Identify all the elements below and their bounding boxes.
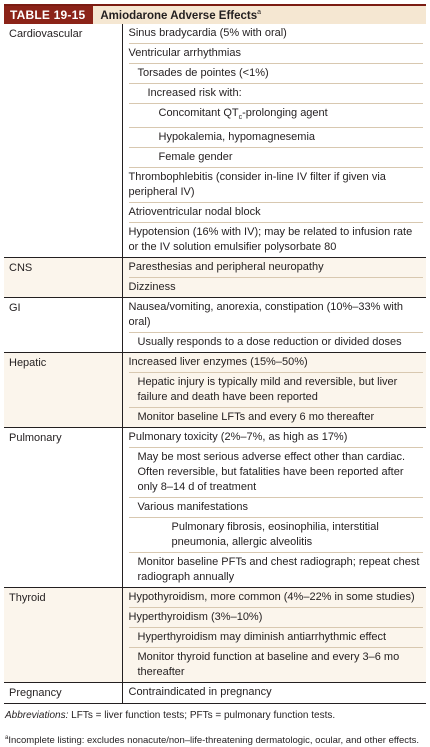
effect-item: Ventricular arrhythmias bbox=[129, 44, 424, 64]
effect-item: Torsades de pointes (<1%) bbox=[129, 64, 424, 84]
footnote-text: Incomplete listing: excludes nonacute/non–life-threatening dermatologic, ocular, and other effects. bbox=[8, 735, 420, 747]
effect-item: Increased liver enzymes (15%–50%) bbox=[129, 353, 424, 373]
effect-item: Pulmonary fibrosis, eosinophilia, interstitial pneumonia, allergic alveolitis bbox=[129, 518, 424, 553]
effects-cell bbox=[122, 258, 426, 298]
effect-item: Atrioventricular nodal block bbox=[129, 203, 424, 223]
effect-item: May be most serious adverse effect other than cardiac. Often reversible, but fatalities have been reported after only 8–14 d of treatment bbox=[129, 448, 424, 498]
category-cell: GI bbox=[4, 298, 122, 353]
effect-item: Thrombophlebitis (consider in-line IV filter if given via peripheral IV) bbox=[129, 168, 424, 203]
effects-cell bbox=[122, 683, 426, 704]
effect-item: Monitor baseline LFTs and every 6 mo thereafter bbox=[137, 411, 375, 424]
effect-item: Hyperthyroidism (3%–10%) bbox=[129, 608, 424, 628]
effect-item: Nausea/vomiting, anorexia, constipation (10%–33% with oral) bbox=[129, 298, 424, 333]
effect-item: Paresthesias and peripheral neuropathy bbox=[129, 258, 424, 278]
effects-cell bbox=[122, 353, 426, 428]
category-cell: Cardiovascular bbox=[4, 24, 122, 258]
effect-item: Monitor thyroid function at baseline and every 3–6 mo thereafter bbox=[137, 651, 400, 679]
table-row bbox=[4, 588, 426, 683]
effects-cell bbox=[122, 428, 426, 588]
abbreviations-label: Abbreviations: bbox=[5, 710, 69, 722]
effect-item: Hyperthyroidism may diminish antiarrhythmic effect bbox=[129, 628, 424, 648]
table-row bbox=[4, 353, 426, 428]
table-number: TABLE 19-15 bbox=[4, 6, 93, 24]
effect-item: Female gender bbox=[129, 148, 424, 168]
table-title-bar bbox=[4, 4, 426, 24]
effect-item: Pulmonary toxicity (2%–7%, as high as 17%) bbox=[129, 428, 424, 448]
effect-item: Hypotension (16% with IV); may be related to infusion rate or the IV solution emulsifier polysorbate 80 bbox=[128, 226, 413, 254]
category-cell: Pulmonary bbox=[4, 428, 122, 588]
effect-item: Various manifestations bbox=[129, 498, 424, 518]
table-row bbox=[4, 298, 426, 353]
effects-cell bbox=[122, 588, 426, 683]
table-title-footnote-mark: a bbox=[257, 9, 262, 16]
effects-cell bbox=[122, 24, 426, 258]
table-row bbox=[4, 428, 426, 588]
effect-item: Hypothyroidism, more common (4%–22% in some studies) bbox=[129, 588, 424, 608]
effect-item: Hepatic injury is typically mild and reversible, but liver failure and death have been reported bbox=[129, 373, 424, 408]
category-cell: Pregnancy bbox=[4, 683, 122, 704]
table-title bbox=[93, 6, 261, 24]
effect-item: Usually responds to a dose reduction or divided doses bbox=[137, 336, 402, 349]
abbreviations-text: LFTs = liver function tests; PFTs = pulmonary function tests. bbox=[71, 710, 336, 722]
table-title-text: Amiodarone Adverse Effects bbox=[100, 9, 258, 22]
abbreviations-footnote bbox=[4, 704, 426, 722]
effect-item: Monitor baseline PFTs and chest radiograph; repeat chest radiograph annually bbox=[137, 556, 420, 584]
footnote-mark: a bbox=[5, 735, 9, 742]
category-cell: Thyroid bbox=[4, 588, 122, 683]
table-row bbox=[4, 258, 426, 298]
incomplete-listing-footnote bbox=[4, 722, 426, 747]
category-cell: Hepatic bbox=[4, 353, 122, 428]
effect-item: Dizziness bbox=[128, 281, 176, 294]
effect-item: Contraindicated in pregnancy bbox=[128, 686, 272, 699]
table-row bbox=[4, 683, 426, 704]
category-cell: CNS bbox=[4, 258, 122, 298]
effects-cell bbox=[122, 298, 426, 353]
adverse-effects-table bbox=[4, 24, 426, 704]
effect-item: Sinus bradycardia (5% with oral) bbox=[129, 24, 424, 44]
table-row bbox=[4, 24, 426, 258]
effect-item: Increased risk with: bbox=[129, 84, 424, 104]
effect-item: Concomitant $QT_c$-prolonging agent bbox=[129, 104, 424, 128]
effect-item: Hypokalemia, hypomagnesemia bbox=[129, 128, 424, 148]
